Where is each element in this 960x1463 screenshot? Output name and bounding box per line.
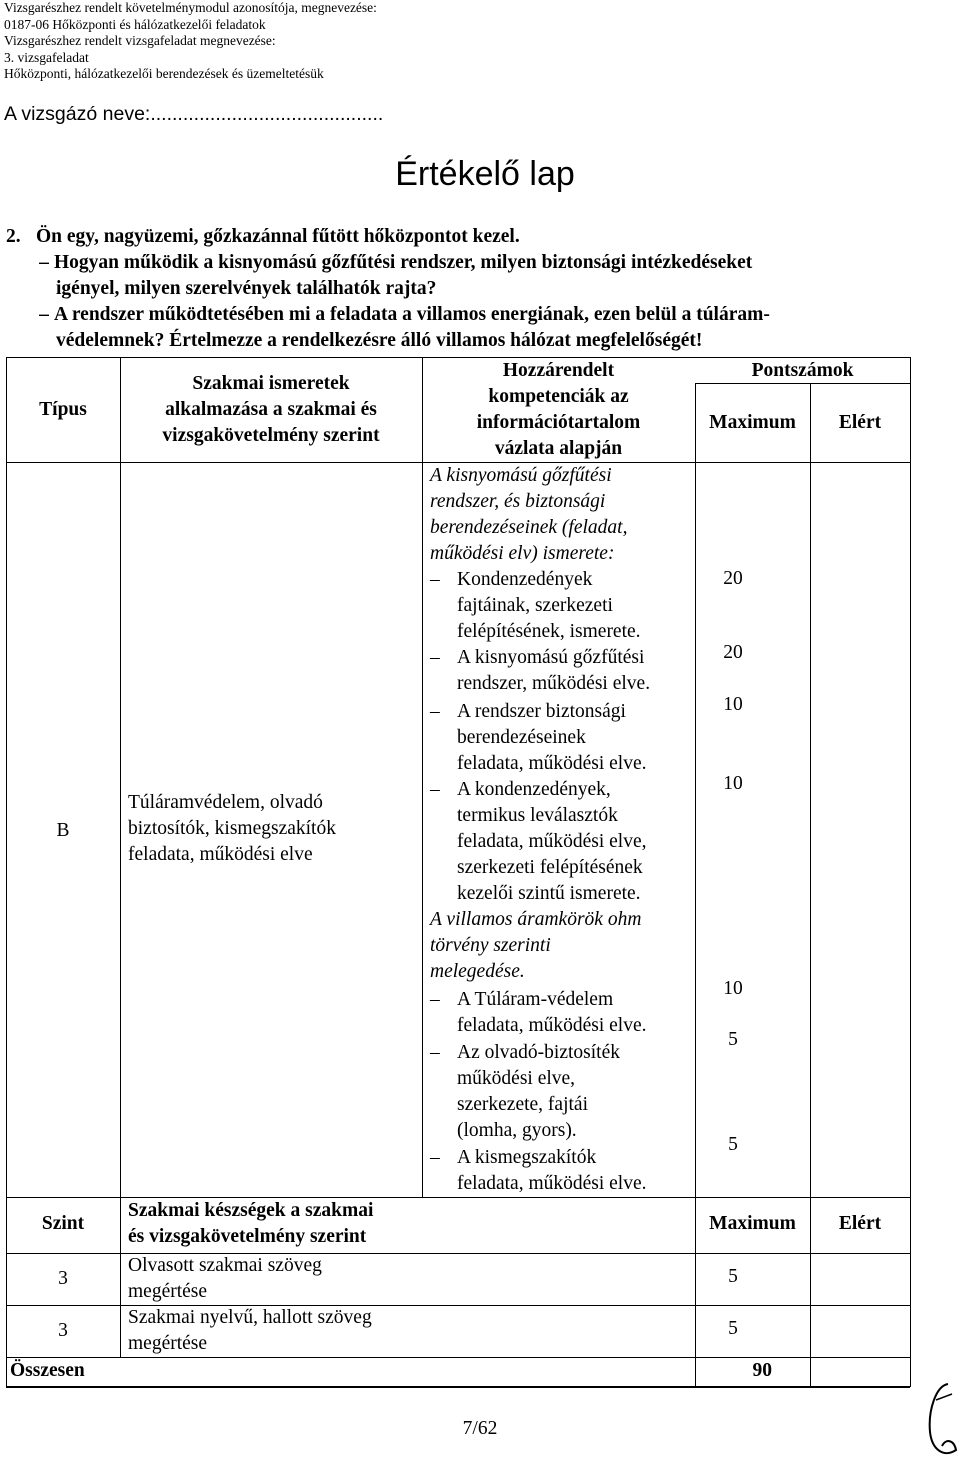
col-header-maximum: Maximum	[709, 412, 796, 433]
task-statement	[6, 224, 956, 250]
header-line: Hőközponti, hálózatkezelői berendezések és üzemeltetésük	[4, 66, 324, 82]
row-b-tipus: B	[56, 820, 70, 841]
header-line: Vizsgarészhez rendelt vizsgafeladat megnevezése:	[4, 33, 276, 49]
skill-row-szint: 3	[58, 1268, 68, 1289]
document-header	[4, 0, 377, 83]
skills-header-szint: Szint	[41, 1213, 85, 1234]
col-header-szakmai: Szakmai ismeretek alkalmazása a szakmai és vizsgakövetelmény szerint	[162, 373, 380, 446]
examinee-name-field: A vizsgázó neve:...........................................	[4, 103, 384, 125]
header-line: Vizsgarészhez rendelt követelménymodul azonosítója, megnevezése:	[4, 0, 377, 15]
skill-row-text: Szakmai nyelvű, hallott szöveg megértése	[128, 1307, 372, 1354]
list-item: – Kondenzedények fajtáinak, szerkezeti felépítésének, ismerete.	[430, 569, 641, 642]
task-bullet-cont: védelemnek? Értelmezze a rendelkezésre álló villamos hálózat megfelelőségét!	[56, 330, 703, 351]
max-points: 10	[723, 978, 743, 999]
max-points: 20	[723, 568, 743, 589]
row-b-szakmai: Túláramvédelem, olvadó biztosítók, kismegszakítók feladata, működési elve	[128, 792, 336, 865]
max-points: 20	[723, 642, 743, 663]
max-points: 10	[723, 773, 743, 794]
row-b-intro-2: A villamos áramkörök ohm törvény szerinti melegedése.	[430, 909, 642, 982]
skill-row-szint: 3	[58, 1320, 68, 1341]
table-col-divider	[120, 357, 121, 1357]
row-b-intro-1: A kisnyomású gőzfűtési rendszer, és biztonsági berendezéseinek (feladat, működési elv) ismerete:	[430, 465, 628, 564]
signature-mark	[918, 1380, 960, 1460]
max-points: 10	[723, 694, 743, 715]
page-title: Értékelő lap	[395, 155, 575, 193]
task-bullet-cont: igényel, milyen szerelvények találhatók rajta?	[56, 278, 437, 299]
table-border-bottom	[6, 1386, 910, 1388]
task-bullet: – Hogyan működik a kisnyomású gőzfűtési rendszer, milyen biztonsági intézkedéseket	[39, 252, 753, 273]
col-header-hozzarendelt: Hozzárendelt kompetenciák az információtartalom vázlata alapján	[476, 360, 641, 459]
col-header-elert: Elért	[838, 412, 882, 433]
list-item: – A Túláram-védelem feladata, működési elve.	[430, 989, 647, 1036]
page-number: 7/62	[462, 1418, 498, 1439]
table-col-divider	[422, 357, 423, 1197]
skills-header-maximum: Maximum	[709, 1213, 796, 1234]
list-item: – A rendszer biztonsági berendezéseinek feladata, működési elve.	[430, 701, 647, 774]
list-item: – Az olvadó-biztosíték működési elve, szerkezete, fajtái (lomha, gyors).	[430, 1042, 620, 1141]
list-item: – A kondenzedények, termikus leválasztók feladata, működési elve, szerkezeti felépítésének kezelői szintű ismerete.	[430, 779, 647, 904]
col-header-pontszamok: Pontszámok	[751, 360, 854, 381]
max-points: 5	[728, 1029, 738, 1050]
col-header-tipus: Típus	[39, 399, 87, 420]
header-line: 0187-06 Hőközponti és hálózatkezelői feladatok	[4, 16, 266, 32]
total-label: Összesen	[10, 1360, 85, 1381]
task-bullet: – A rendszer működtetésében mi a feladata a villamos energiának, ezen belül a túláram-	[39, 304, 770, 325]
max-points: 5	[728, 1266, 738, 1287]
list-item: – A kisnyomású gőzfűtési rendszer, működési elve.	[430, 647, 651, 694]
task-number: 2.	[6, 226, 21, 247]
task-text: Ön egy, nagyüzemi, gőzkazánnal fűtött hőközpontot kezel.	[36, 226, 520, 247]
max-points: 5	[728, 1318, 738, 1339]
header-line: 3. vizsgafeladat	[4, 49, 89, 65]
skills-header-szakmai: Szakmai készségek a szakmai és vizsgakövetelmény szerint	[128, 1200, 374, 1247]
skills-header-elert: Elért	[838, 1213, 882, 1234]
total-value: 90	[752, 1360, 772, 1381]
list-item: – A kismegszakítók feladata, működési elve.	[430, 1147, 647, 1194]
max-points: 5	[728, 1134, 738, 1155]
skill-row-text: Olvasott szakmai szöveg megértése	[128, 1255, 322, 1302]
table-border-right	[910, 357, 911, 1387]
